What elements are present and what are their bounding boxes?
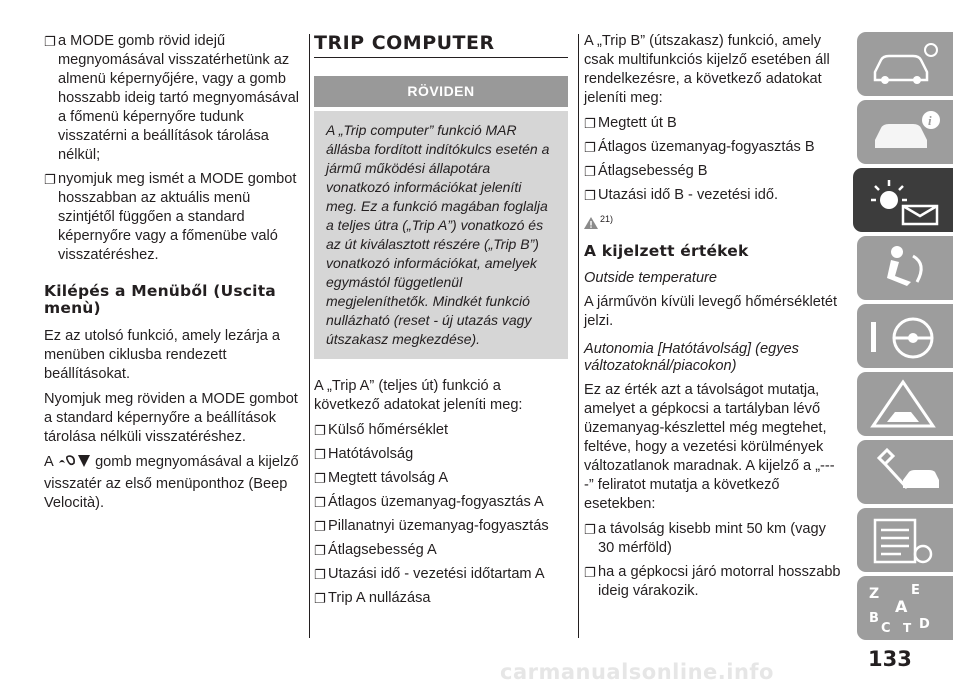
svg-text:T: T (903, 621, 912, 634)
car-info-icon (867, 38, 943, 90)
page-number: 133 (868, 647, 912, 671)
list-item: ❐ a MODE gomb rövid idejű megnyomásával visszatérhetünk az almenü képernyőjére, vagy a gomb hosszabb ideig tartó megnyomásával a főmenü képernyőre tudunk visszatérni a beállítások tárolása nélkül; (44, 33, 299, 163)
svg-text:D: D (919, 617, 930, 632)
svg-text:C: C (881, 621, 891, 634)
car-info-i-icon (867, 106, 943, 158)
warning-triangle-icon (867, 378, 943, 430)
sidebar-tab-dashboard[interactable] (853, 168, 953, 232)
sidebar-tab-info[interactable] (857, 100, 953, 164)
column-divider (309, 34, 310, 638)
steering-wheel-icon (867, 310, 943, 362)
index-letters-icon (867, 582, 943, 634)
list-item: ❐ Átlagos üzemanyag-fogyasztás A (314, 494, 544, 510)
watermark: carmanualsonline.info (500, 660, 774, 684)
list-item: ❐ ha a gépkocsi járó motorral hosszabb ideig várakozik. (584, 564, 841, 599)
summary-note: A „Trip computer” funkció MAR állásba fordított indítókulcs esetén a jármű működési állapotára vonatkozó információkat jeleníti meg. Ez a funkció magában foglalja a teljes útra („Trip A”) vonatkozó és az út kiválasztott részére („Trip B”) vonatkozó információkat, amelyek egymástól függetlenül megjeleníthetők. Mindkét funkció nullázható (reset - új utazás vagy útszakasz megkezdése). (314, 111, 568, 359)
list-item: ❐ Trip A nullázása (314, 590, 431, 606)
list-item: ❐ Pillanatnyi üzemanyag-fogyasztás (314, 518, 549, 534)
subheading: Autonomia [Hatótávolság] (egyes változatoknál/piacokon) (584, 341, 799, 374)
svg-text:B: B (869, 611, 879, 626)
warning-reference: 21) (584, 210, 842, 229)
list-item: ❐ Hatótávolság (314, 446, 414, 462)
paragraph: Ez az érték azt a távolságot mutatja, amelyet a gépkocsi a tartályban lévő üzemanyag-készlettel még megtehet, feltéve, hogy a vezetési körülmények változatlanok maradnak. A kijelző a „----” feliratot mutatja a következő esetekben: (584, 382, 835, 512)
sidebar-tab-specs[interactable] (857, 508, 953, 572)
list-item: ❐ a távolság kisebb mint 50 km (vagy 30 mérföld) (584, 521, 826, 556)
svg-text:Z: Z (869, 586, 880, 602)
sidebar-tab-driving[interactable] (857, 304, 953, 368)
paragraph: A gomb megnyomásával a kijelző visszatér az első menüponthoz (Beep Velocità). (44, 454, 299, 511)
svg-text:E: E (911, 583, 920, 598)
column-2 (314, 32, 568, 613)
trip-a-list (314, 421, 568, 608)
list-item: ❐ Megtett út B (584, 115, 677, 131)
svg-text:i: i (928, 113, 932, 128)
summary-banner: RÖVIDEN (314, 76, 568, 107)
sidebar-tab-safety[interactable] (857, 236, 953, 300)
list-item: ❐ Átlagsebesség A (314, 542, 437, 558)
page-title: TRIP COMPUTER (314, 34, 568, 58)
paragraph: A „Trip B” (útszakasz) funkció, amely csak multifunkciós kijelző esetében áll rendelkezésre, a következő adatokat jeleníti meg: (584, 33, 830, 106)
seat-safety-icon (867, 242, 943, 294)
sidebar-tab-maintenance[interactable] (857, 440, 953, 504)
list-item: ❐ Utazási idő - vezetési időtartam A (314, 566, 545, 582)
section-heading: Kilépés a Menüből (Uscita menù) (44, 282, 276, 317)
list-item: ❐ Megtett távolság A (314, 470, 449, 486)
column-divider (578, 34, 579, 638)
wrench-car-icon (867, 446, 943, 498)
voice-reset-icon (57, 453, 91, 475)
sidebar-tab-index[interactable] (857, 576, 953, 640)
paragraph: Nyomjuk meg röviden a MODE gombot a standard képernyőre a beállítások tárolása nélküli visszatéréshez. (44, 391, 298, 445)
paragraph: Ez az utolsó funkció, amely lezárja a menüben ciklusba rendezett beállításokat. (44, 328, 281, 382)
column-3 (584, 32, 842, 606)
list-item: ❐ Külső hőmérséklet (314, 422, 449, 438)
dashboard-lights-icon (863, 174, 943, 226)
section-heading: A kijelzett értékek (584, 242, 749, 260)
specs-list-icon (867, 514, 943, 566)
sidebar-tab-emergency[interactable] (857, 372, 953, 436)
subheading: Outside temperature (584, 270, 718, 286)
svg-text:A: A (895, 597, 908, 616)
list-item: ❐ Utazási idő B - vezetési idő. (584, 187, 779, 203)
column-1 (44, 32, 302, 519)
paragraph: A járművön kívüli levegő hőmérsékletét jelzi. (584, 294, 838, 329)
list-item: ❐ Átlagsebesség B (584, 163, 708, 179)
paragraph: A „Trip A” (teljes út) funkció a következő adatokat jeleníti meg: (314, 378, 523, 413)
list-item: ❐ nyomjuk meg ismét a MODE gombot hosszabban az aktuális menü szintjétől függően a standard képernyőre vagy a főmenübe való visszatéréshez. (44, 171, 297, 263)
sidebar-tab-car[interactable] (857, 32, 953, 96)
list-item: ❐ Átlagos üzemanyag-fogyasztás B (584, 139, 815, 155)
warning-triangle-icon (584, 217, 598, 229)
